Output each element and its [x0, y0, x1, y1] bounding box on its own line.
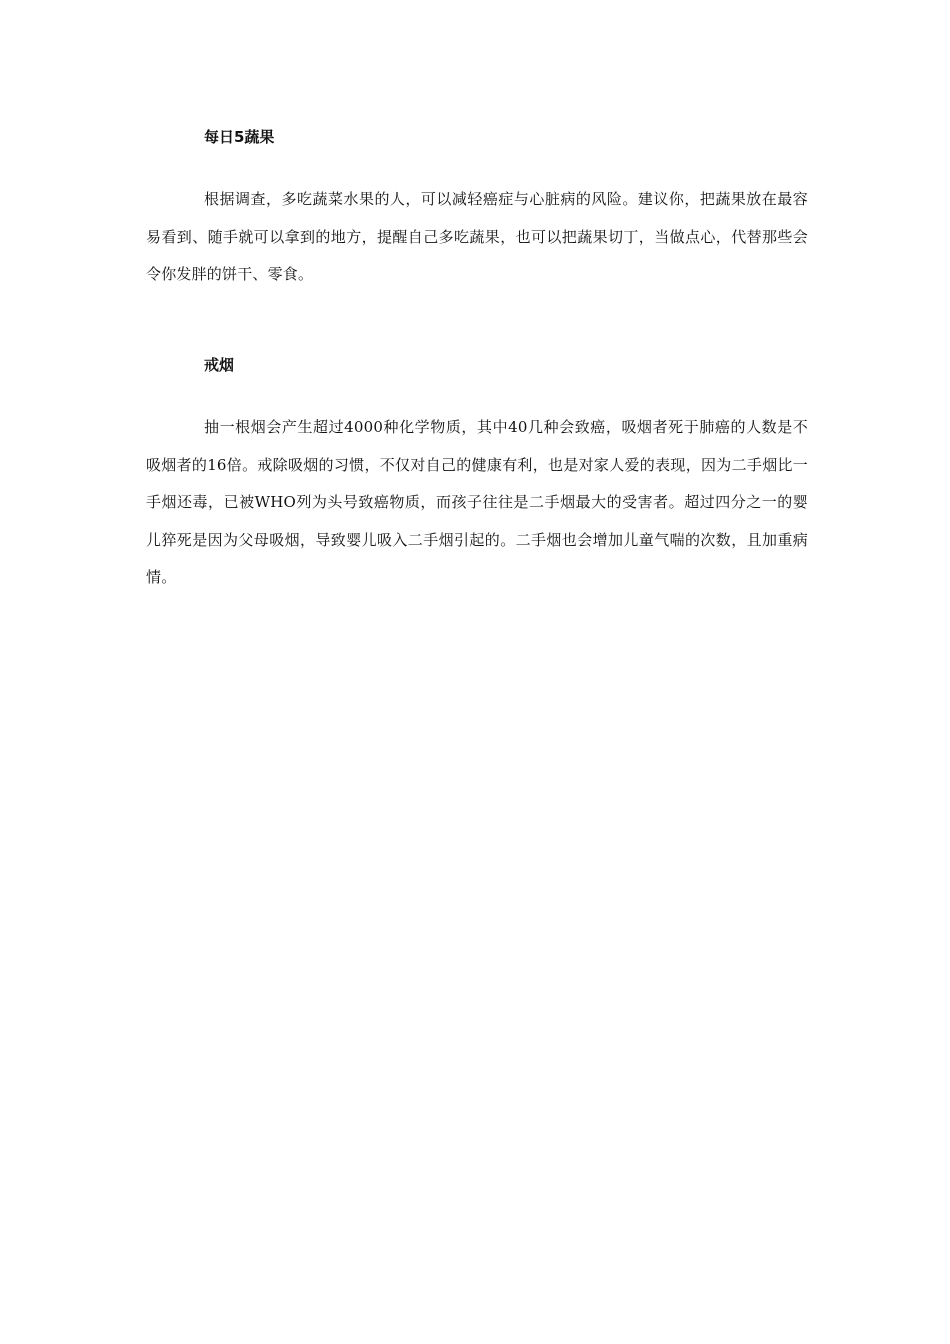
- section-body-quit-smoking: 抽一根烟会产生超过4000种化学物质，其中40几种会致癌，吸烟者死于肺癌的人数是不吸烟者的16倍。戒除吸烟的习惯，不仅对自己的健康有利，也是对家人爱的表现，因为二手烟比一手烟还毒，已被WHO列为头号致癌物质，而孩子往往是二手烟最大的受害者。超过四分之一的婴儿猝死是因为父母吸烟，导致婴儿吸入二手烟引起的。二手烟也会增加儿童气喘的次数，且加重病情。: [146, 418, 808, 586]
- section-heading-fruits-vegetables: 每日5蔬果: [204, 128, 275, 146]
- section-heading-quit-smoking: 戒烟: [204, 356, 235, 374]
- section-body-fruits-vegetables: 根据调查，多吃蔬菜水果的人，可以减轻癌症与心脏病的风险。建议你，把蔬果放在最容易看到、随手就可以拿到的地方，提醒自己多吃蔬果，也可以把蔬果切丁，当做点心，代替那些会令你发胖的饼干、零食。: [146, 190, 808, 283]
